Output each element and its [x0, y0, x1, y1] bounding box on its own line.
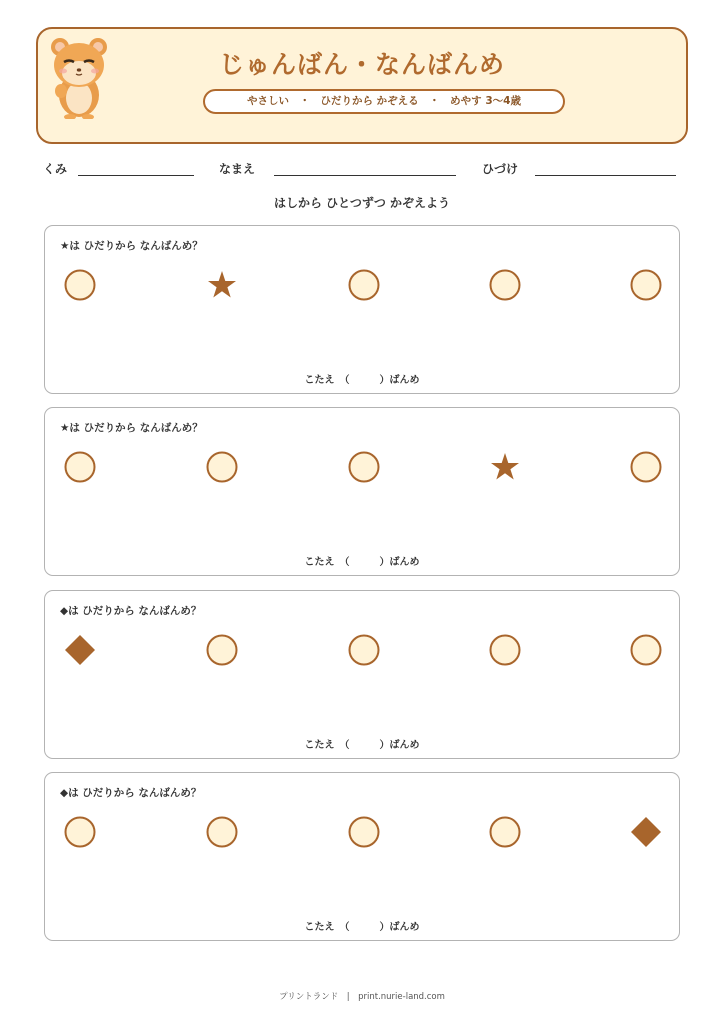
question-card — [44, 407, 680, 576]
circle-icon — [629, 268, 663, 302]
question-prompt: ◆は ひだりから なんばんめ？ — [60, 787, 202, 799]
circle-icon — [629, 633, 663, 667]
question-card — [44, 225, 680, 394]
circle-icon — [488, 815, 522, 849]
circle-icon — [347, 268, 381, 302]
circle-icon — [347, 815, 381, 849]
answer-blank[interactable]: こたえ （ ）ばんめ — [304, 375, 420, 386]
diamond-icon — [629, 815, 663, 849]
footer-credit: プリントランド | print.nurie-land.com — [279, 992, 445, 1002]
circle-icon — [488, 633, 522, 667]
question-prompt: ◆は ひだりから なんばんめ？ — [60, 605, 202, 617]
question-card — [44, 590, 680, 759]
date-field[interactable] — [535, 175, 676, 176]
answer-blank[interactable]: こたえ （ ）ばんめ — [304, 922, 420, 933]
circle-icon — [63, 268, 97, 302]
name-label: なまえ — [219, 162, 256, 176]
circle-icon — [629, 450, 663, 484]
question-prompt: ★は ひだりから なんばんめ？ — [60, 422, 203, 434]
circle-icon — [63, 450, 97, 484]
worksheet-title: じゅんばん・なんばんめ — [218, 50, 505, 79]
circle-icon — [205, 633, 239, 667]
circle-icon — [205, 450, 239, 484]
worksheet-subtitle-badge: やさしい ・ ひだりから かぞえる ・ めやす 3〜4歳 — [203, 89, 565, 114]
circle-icon — [347, 450, 381, 484]
star-icon — [205, 268, 239, 302]
question-card — [44, 772, 680, 941]
answer-blank[interactable]: こたえ （ ）ばんめ — [304, 557, 420, 568]
circle-icon — [63, 815, 97, 849]
name-field[interactable] — [274, 175, 456, 176]
circle-icon — [205, 815, 239, 849]
circle-icon — [488, 268, 522, 302]
star-icon — [488, 450, 522, 484]
answer-blank[interactable]: こたえ （ ）ばんめ — [304, 740, 420, 751]
class-label: くみ — [43, 162, 68, 176]
student-info-fields — [0, 160, 724, 182]
worksheet-header — [36, 27, 688, 144]
circle-icon — [347, 633, 381, 667]
question-prompt: ★は ひだりから なんばんめ？ — [60, 240, 203, 252]
diamond-icon — [63, 633, 97, 667]
instruction-text: はしから ひとつずつ かぞえよう — [273, 196, 451, 210]
date-label: ひづけ — [482, 162, 519, 176]
class-field[interactable] — [78, 175, 194, 176]
